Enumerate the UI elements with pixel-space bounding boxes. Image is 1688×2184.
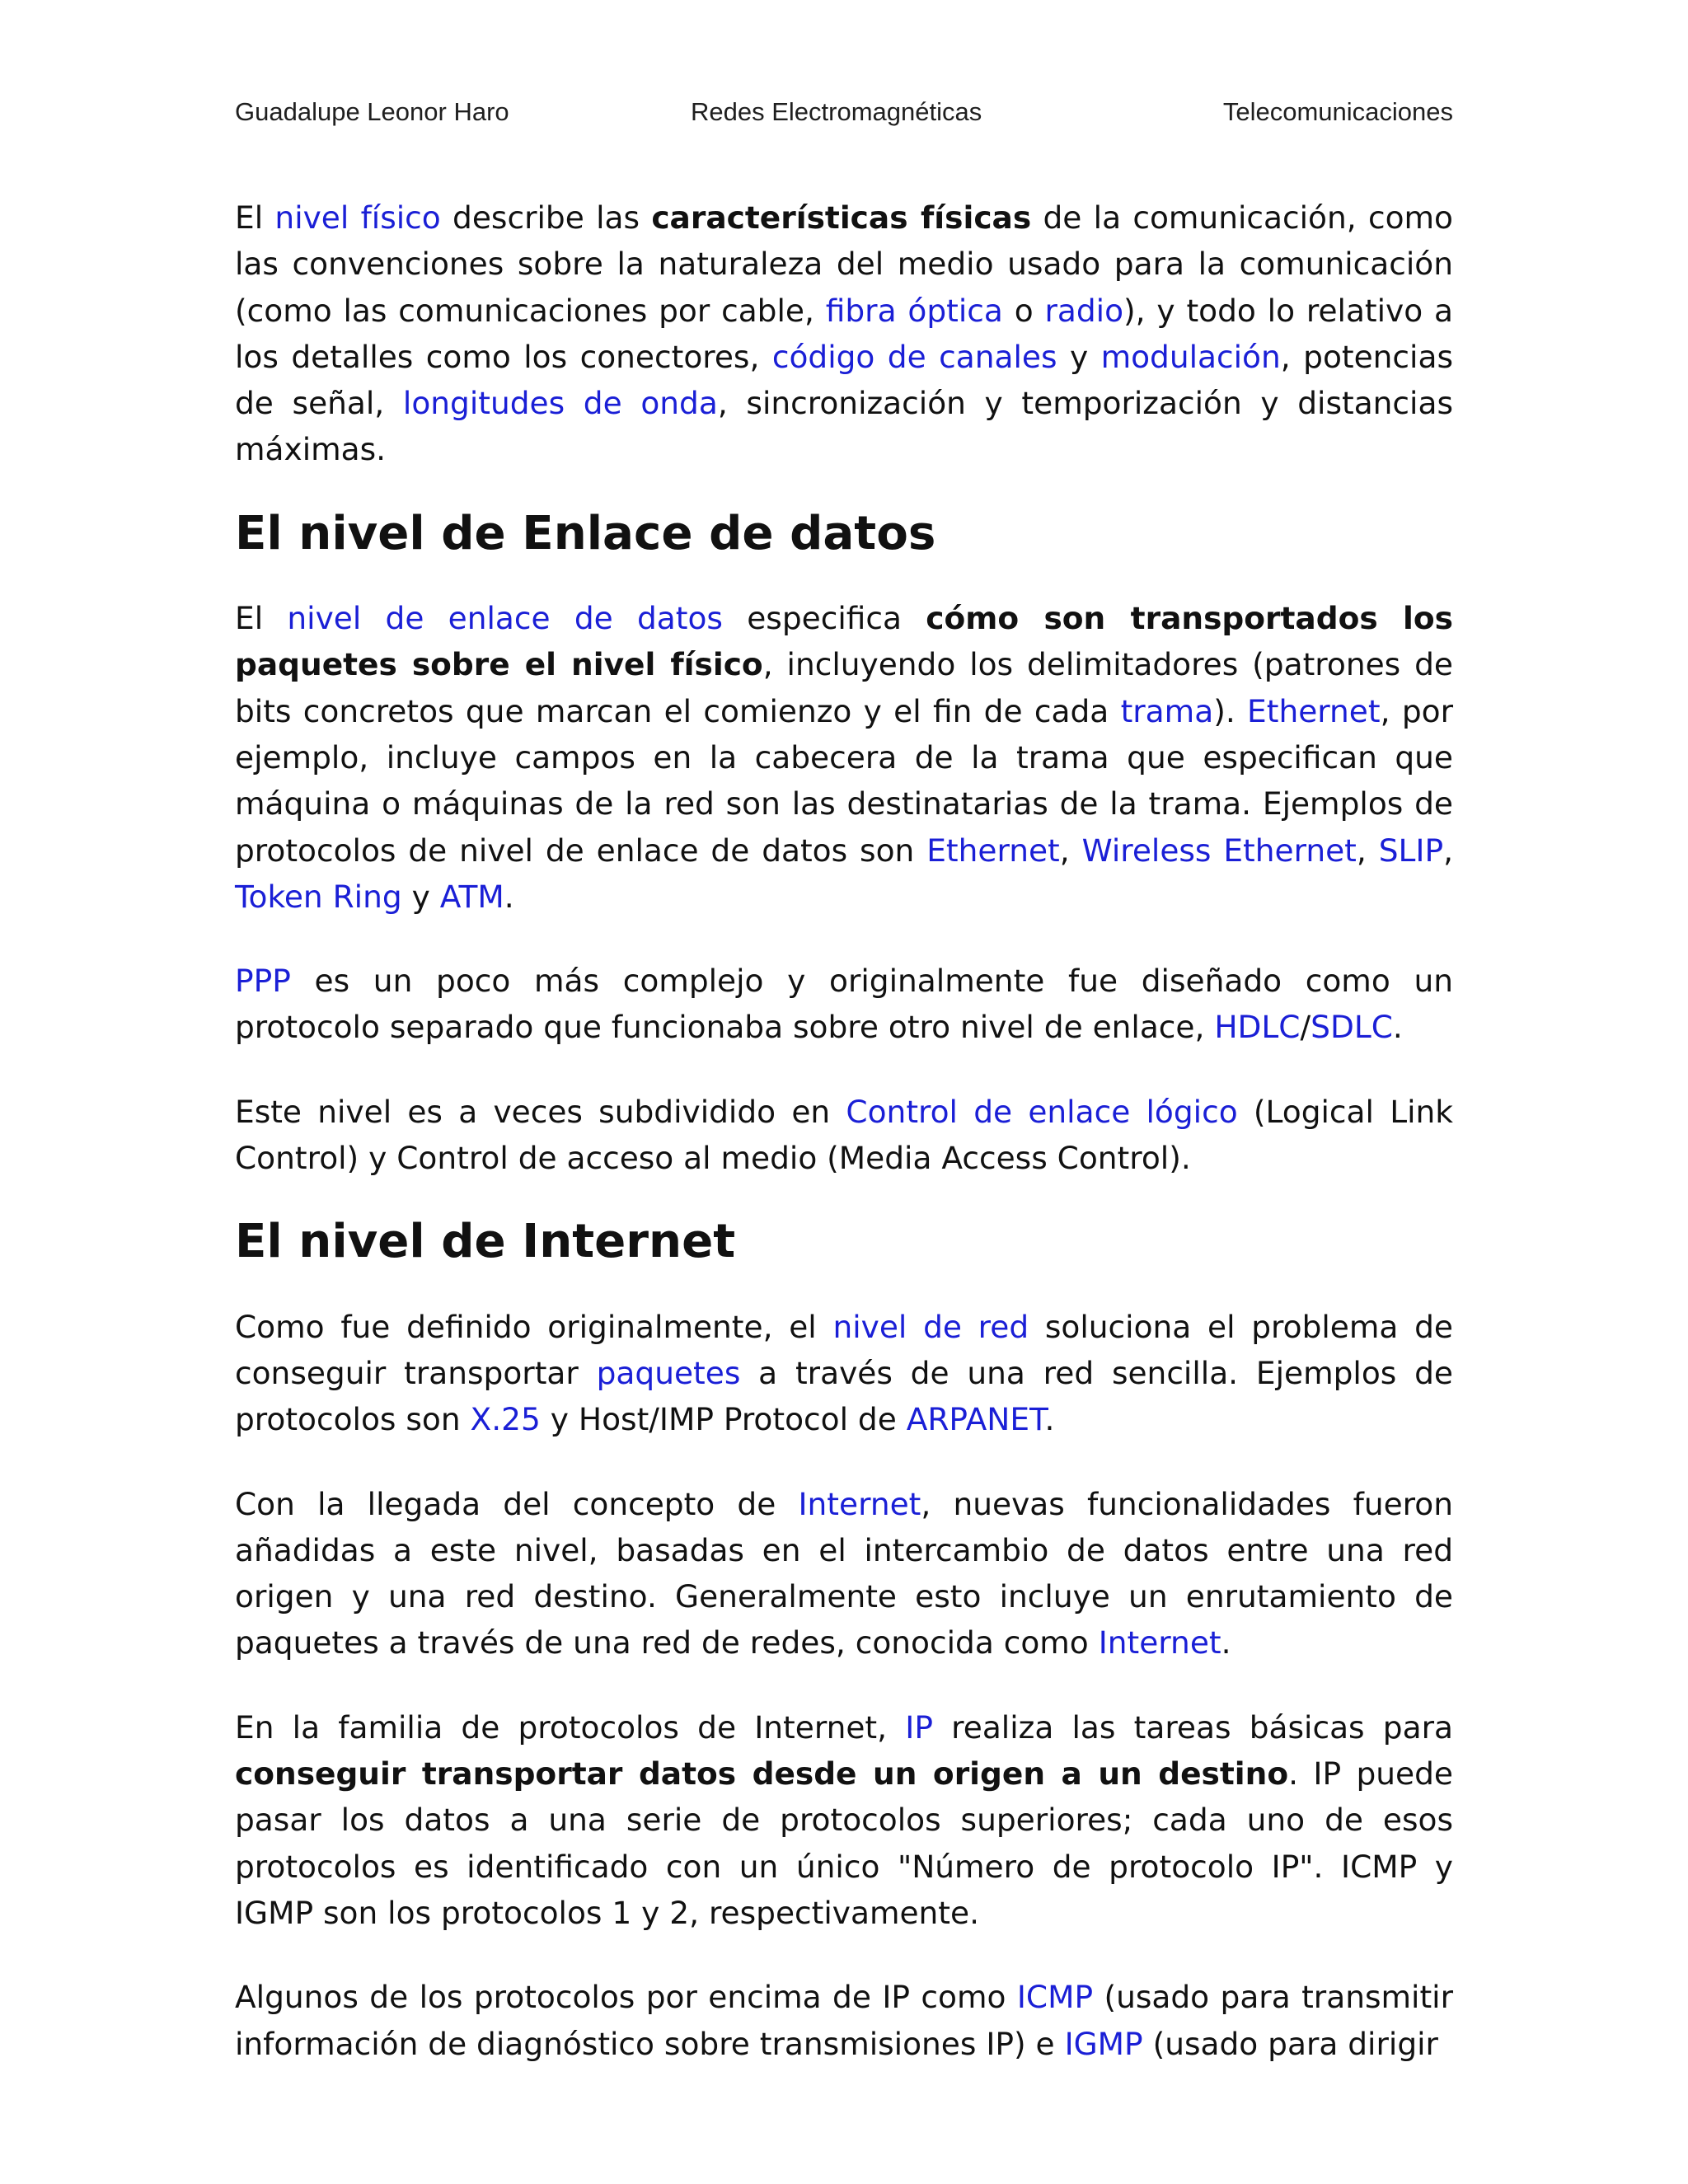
hyperlink[interactable]: ARPANET [906, 1401, 1045, 1438]
hyperlink[interactable]: fibra óptica [825, 292, 1003, 329]
hyperlink[interactable]: Internet [1098, 1624, 1221, 1661]
hyperlink[interactable]: nivel físico [274, 199, 441, 236]
text-run: , potencias de señal, [235, 338, 1453, 422]
text-run: especifica [722, 600, 926, 637]
hyperlink[interactable]: Token Ring [235, 878, 402, 915]
text-run: ). [1213, 692, 1248, 729]
text-run: o [1002, 292, 1045, 329]
paragraph [235, 958, 1453, 1051]
hyperlink[interactable]: nivel de red [832, 1308, 1029, 1345]
text-run: . IP puede pasar los datos a una serie de protocolos superiores; cada uno de esos protocolos es identificado con un único "Número de protocolo IP". ICMP y IGMP son los protocolos 1 y 2, respectivamente. [235, 1755, 1454, 1931]
text-run: y Host/IMP Protocol de [540, 1401, 907, 1438]
section-heading [235, 506, 1453, 560]
hyperlink[interactable]: Control de enlace lógico [846, 1093, 1238, 1130]
text-run: describe las [440, 199, 652, 236]
hyperlink[interactable]: radio [1044, 292, 1124, 329]
hyperlink[interactable]: modulación [1100, 338, 1281, 375]
header-author: Guadalupe Leonor Haro [235, 97, 509, 126]
hyperlink[interactable]: longitudes de onda [402, 385, 718, 422]
bold-text: conseguir transportar datos desde un origen a un destino [235, 1755, 1289, 1793]
hyperlink[interactable]: SLIP [1378, 832, 1444, 869]
text-run: , por ejemplo, incluye campos en la cabecera de la trama que especifican que máquina o máquinas de la red son las destinatarias de la trama. Ejemplos de protocolos de nivel de enlace de datos son [235, 692, 1453, 869]
text-run: Como fue definido originalmente, el [235, 1308, 833, 1345]
hyperlink[interactable]: Internet [798, 1485, 921, 1522]
paragraph [235, 1304, 1453, 1443]
hyperlink[interactable]: IGMP [1064, 2025, 1143, 2062]
text-run: , incluyendo los delimitadores (patrones de bits concretos que marcan el comienzo y el fin de cada [235, 646, 1453, 729]
text-run: . [504, 878, 514, 915]
paragraph [235, 1089, 1453, 1182]
text-run: (usado para dirigir [1142, 2025, 1438, 2062]
header-title: Redes Electromagnéticas [691, 97, 982, 126]
text-run: El [235, 199, 275, 236]
hyperlink[interactable]: ICMP [1016, 1979, 1094, 2016]
text-run: y [401, 878, 440, 915]
hyperlink[interactable]: código de canales [771, 338, 1057, 375]
text-run: Con la llegada del concepto de [235, 1485, 799, 1522]
text-run: Este nivel es a veces subdividido en [235, 1093, 846, 1130]
text-run: a través de una red sencilla. Ejemplos de protocolos son [235, 1354, 1453, 1438]
hyperlink[interactable]: IP [905, 1708, 933, 1746]
text-run: El [235, 600, 288, 637]
hyperlink[interactable]: Ethernet [1247, 692, 1381, 729]
text-run: de la comunicación, como las convenciones sobre la naturaleza del medio usado para la comunicación (como las comunicaciones por cable, [235, 199, 1453, 329]
paragraph [235, 194, 1453, 473]
text-run: , [1356, 832, 1379, 869]
text-run: , nuevas funcionalidades fueron añadidas a este nivel, basadas en el intercambio de datos entre una red origen y una red destino. Generalmente esto incluye un enrutamiento de paquetes a través de una red de redes, conocida como [235, 1485, 1453, 1661]
bold-text: cómo son transportados los paquetes sobre el nivel físico [235, 600, 1453, 683]
text-run: . [1044, 1401, 1055, 1438]
text-run: . [1392, 1009, 1403, 1046]
paragraph [235, 1481, 1453, 1666]
text-run: El nivel de Enlace de datos [235, 506, 936, 560]
text-run: (Logical Link Control) y Control de acceso al medio (Media Access Control). [235, 1093, 1453, 1177]
bold-text: características físicas [651, 199, 1032, 236]
paragraph [235, 1974, 1453, 2067]
hyperlink[interactable]: SDLC [1311, 1009, 1393, 1046]
text-run: (usado para transmitir información de diagnóstico sobre transmisiones IP) e [235, 1979, 1453, 2062]
text-run: Algunos de los protocolos por encima de IP como [235, 1979, 1017, 2016]
text-run: ), y todo lo relativo a los detalles como los conectores, [235, 292, 1453, 375]
hyperlink[interactable]: trama [1120, 692, 1214, 729]
hyperlink[interactable]: PPP [235, 963, 291, 1000]
text-run: y [1057, 338, 1101, 375]
hyperlink[interactable]: paquetes [596, 1354, 741, 1391]
header-subject: Telecomunicaciones [1222, 97, 1453, 126]
text-run: / [1300, 1009, 1311, 1046]
paragraph [235, 1704, 1453, 1936]
text-run: soluciona el problema de conseguir transportar [235, 1308, 1453, 1391]
text-run: , sincronización y temporización y distancias máximas. [235, 385, 1453, 468]
hyperlink[interactable]: ATM [439, 878, 504, 915]
text-run: , [1443, 832, 1453, 869]
text-run: realiza las tareas básicas para [932, 1708, 1453, 1746]
hyperlink[interactable]: Wireless Ethernet [1081, 832, 1357, 869]
text-run: En la familia de protocolos de Internet, [235, 1708, 906, 1746]
text-run: El nivel de Internet [235, 1215, 736, 1269]
hyperlink[interactable]: HDLC [1214, 1009, 1301, 1046]
section-heading [235, 1215, 1453, 1269]
document-body [235, 194, 1453, 2105]
hyperlink[interactable]: X.25 [470, 1401, 541, 1438]
hyperlink[interactable]: nivel de enlace de datos [287, 600, 723, 637]
paragraph [235, 595, 1453, 920]
text-run: es un poco más complejo y originalmente fue diseñado como un protocolo separado que funcionaba sobre otro nivel de enlace, [235, 963, 1453, 1046]
hyperlink[interactable]: Ethernet [926, 832, 1060, 869]
text-run: . [1221, 1624, 1231, 1661]
text-run: , [1059, 832, 1082, 869]
